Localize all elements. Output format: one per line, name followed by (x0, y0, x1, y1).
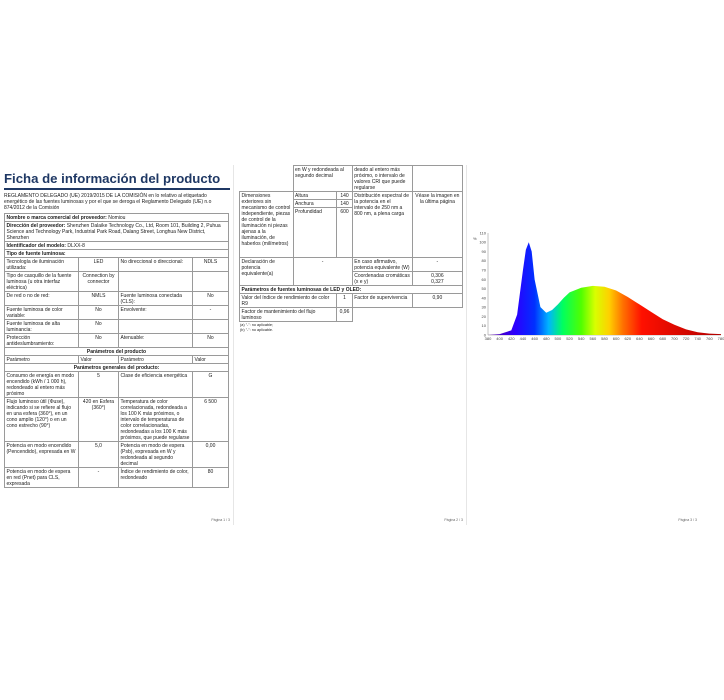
table-row (5, 214, 229, 222)
x-tick-label: 440 (519, 336, 527, 341)
param-label: Protección antideslumbramiento: (5, 334, 79, 348)
param-label: No direccional o direccional: (119, 258, 193, 272)
y-tick-label: 60 (481, 276, 486, 282)
param-value: 5,0 (79, 442, 119, 468)
param-value: NMLS (79, 292, 119, 306)
supplier-name: Nomiou (108, 214, 126, 221)
param-label: Flujo luminoso útil (Φuse), indicando si se refiere al flujo en una esfera (360°), en un cono amplio (120°) o en un cono estrecho (90°) (5, 398, 79, 442)
y-tick-label: 30 (481, 304, 486, 310)
params-continued-table (239, 165, 463, 322)
x-tick-label: 760 (706, 336, 713, 341)
spectral-distribution-chart (474, 227, 724, 347)
equiv-power-value: - (412, 258, 462, 272)
page-footer: Página 3 / 3 (678, 518, 697, 522)
table-row (5, 364, 229, 372)
chroma-x: 0,306 (431, 272, 444, 279)
table-row (5, 398, 229, 442)
param-label: Atenuable: (119, 334, 193, 348)
col-header: Valor (79, 356, 119, 364)
x-tick-label: 660 (647, 336, 655, 341)
param-label: Consumo de energía en modo encendido (kWh / 1 000 h), redondeado al entero más próximo (5, 372, 79, 398)
param-value: - (193, 306, 229, 320)
led-label: Factor de supervivencia (352, 294, 412, 308)
x-tick-label: 780 (717, 336, 724, 341)
param-value: 0,00 (193, 442, 229, 468)
supplier-address: Shenzhen Dalaike Technology Co., Ltd, Room 101, Building 2, Puhua Science and Technology Park, Industrial Park Road, Dalang Street, Longhua New District, Shenzhen (6, 222, 221, 241)
equiv-label: Declaración de potencia equivalente(a) (240, 258, 294, 286)
led-label: Factor de mantenimiento del flujo luminoso (240, 308, 337, 322)
param-value: No (79, 320, 119, 334)
param-label: Clase de eficiencia energética (119, 372, 193, 398)
y-tick-label: 90 (481, 248, 486, 254)
y-tick-label: 10 (481, 323, 486, 329)
regulation-text: REGLAMENTO DELEGADO (UE) 2019/2015 DE LA COMISIÓN en lo relativo al etiquetado energético de las fuentes luminosas y por el que se deroga el Reglamento Delegado (UE) n.o 874/2012 de la Comisión (4, 192, 212, 212)
x-tick-label: 480 (542, 336, 550, 341)
page-footer: Página 1 / 3 (211, 518, 230, 522)
page-2 (236, 165, 467, 525)
param-value: G (193, 372, 229, 398)
spectrum-area (488, 242, 721, 335)
y-tick-label: 80 (481, 258, 486, 264)
y-tick-label: 40 (481, 295, 486, 301)
param-label (119, 272, 193, 292)
param-value (193, 272, 229, 292)
page-1 (0, 165, 234, 525)
footnote-b: (b) "-": no aplicable. (240, 328, 274, 332)
param-label: Potencia en modo encendido (Pencendido), expresada en W (5, 442, 79, 468)
col-header: Parámetro (5, 356, 79, 364)
footnote-a: (a) "-": no aplicable; (240, 323, 274, 327)
led-value: 1 (337, 294, 352, 308)
y-tick-label: 20 (481, 313, 486, 319)
title-underline (4, 188, 230, 190)
x-tick-label: 640 (636, 336, 643, 341)
supplier-address-label: Dirección del proveedor: (6, 222, 66, 229)
param-value: - (79, 468, 119, 488)
param-value: 420 en Esfera (360°) (79, 398, 119, 442)
col-header: Parámetro (119, 356, 193, 364)
y-tick-label: 70 (481, 267, 486, 273)
table-row (5, 306, 229, 320)
table-row (240, 294, 463, 308)
table-row (5, 372, 229, 398)
param-value: NDLS (193, 258, 229, 272)
led-value: 0,90 (412, 294, 462, 308)
page-3 (469, 165, 724, 525)
col-header: Valor (193, 356, 229, 364)
param-label: De red o no de red: (5, 292, 79, 306)
table-row (240, 166, 463, 192)
x-tick-label: 700 (671, 336, 678, 341)
y-tick-label: 110 (479, 230, 486, 236)
param-value: No (193, 292, 229, 306)
param-label: Fuente luminosa de color variable: (5, 306, 79, 320)
x-tick-label: 680 (659, 336, 667, 341)
x-tick-label: 540 (577, 336, 585, 341)
table-row (240, 308, 463, 322)
dim-label: Altura (293, 192, 337, 200)
table-row (5, 442, 229, 468)
param-value: No (79, 334, 119, 348)
param-label: Potencia en modo de espera (Psb), expresada en W y redondeada al segundo decimal (119, 442, 193, 468)
param-label: Índice de rendimiento de color, redondeado (119, 468, 193, 488)
source-type-header: Tipo de fuente luminosa: (5, 250, 229, 258)
param-label: Tecnología de iluminación utilizada: (5, 258, 79, 272)
table-row (5, 258, 229, 272)
x-tick-label: 380 (484, 336, 492, 341)
dim-value: 140 (337, 200, 352, 208)
dim-value: 140 (337, 192, 352, 200)
supplier-table (4, 213, 229, 488)
table-row (5, 242, 229, 250)
table-row (5, 356, 229, 364)
param-label: Envolvente: (119, 306, 193, 320)
equiv-power-label: En caso afirmativo, potencia equivalente (W) (352, 258, 412, 272)
cell (412, 166, 462, 192)
led-label: Valor del índice de rendimiento de color R9 (240, 294, 337, 308)
dim-value: 600 (337, 208, 352, 258)
x-tick-label: 400 (496, 336, 503, 341)
led-header: Parámetros de fuentes luminosas de LED y OLED: (240, 286, 463, 294)
table-row (5, 468, 229, 488)
dim-label: Profundidad (293, 208, 337, 258)
chroma-label: Coordenadas cromáticas (x e y) (352, 272, 412, 286)
param-value: Connection by connector (79, 272, 119, 292)
equiv-value: - (293, 258, 352, 286)
param-value: 5 (79, 372, 119, 398)
y-tick-label: 50 (481, 286, 486, 292)
x-tick-label: 560 (589, 336, 597, 341)
param-value: No (193, 334, 229, 348)
param-value: No (79, 306, 119, 320)
param-label: Fuente luminosa de alta luminancia: (5, 320, 79, 334)
table-row (240, 286, 463, 294)
table-row (240, 192, 463, 200)
param-value (193, 320, 229, 334)
table-row (5, 348, 229, 356)
x-tick-label: 600 (612, 336, 620, 341)
led-value: 0,96 (337, 308, 352, 322)
general-header: Parámetros generales del producto: (5, 364, 229, 372)
x-tick-label: 500 (554, 336, 562, 341)
supplier-name-label: Nombre o marca comercial del proveedor: (6, 214, 107, 221)
param-value: LED (79, 258, 119, 272)
x-tick-label: 460 (531, 336, 538, 341)
param-label: Temperatura de color correlacionada, redondeada a los 100 K más próximos, o intervalo de temperaturas de color correlacionadas, redondeadas a los 100 K más próximos, que puede regularse (119, 398, 193, 442)
param-value: 6 500 (193, 398, 229, 442)
document-title: Ficha de información del producto (4, 171, 221, 186)
table-row (5, 272, 229, 292)
table-row (5, 334, 229, 348)
y-tick-label: 100 (479, 239, 486, 245)
table-row (5, 320, 229, 334)
param-label: Potencia en modo de espera en red (Pnet) para CLS, expresada (5, 468, 79, 488)
x-tick-label: 740 (694, 336, 702, 341)
table-row (240, 258, 463, 272)
chroma-y: 0,327 (431, 278, 444, 285)
x-tick-label: 720 (682, 336, 690, 341)
dim-label: Anchura (293, 200, 337, 208)
page-footer: Página 2 / 3 (444, 518, 463, 522)
y-tick-label: 0 (483, 332, 486, 338)
dimensions-label: Dimensiones exteriores sin mecanismo de control independiente, piezas de control de la iluminación ni piezas ajenas a la iluminación, de haberlos (milímetros) (240, 192, 294, 258)
param-label: Tipo de casquillo de la fuente luminosa (u otra interfaz eléctrica) (5, 272, 79, 292)
params-header: Parámetros del producto (5, 348, 229, 356)
y-axis-label: % (473, 236, 477, 241)
x-tick-label: 580 (601, 336, 608, 341)
spectral-value: Véase la imagen en la última página (412, 192, 462, 258)
table-row (5, 292, 229, 306)
param-label (119, 320, 193, 334)
x-tick-label: 520 (566, 336, 573, 341)
cell: deado al entero más próximo, o intervalo de valores CRI que puede regularse (352, 166, 412, 192)
model-label: Identificador del modelo: (6, 242, 66, 249)
cell: en W y redondeada al segundo decimal (293, 166, 352, 192)
param-value: 80 (193, 468, 229, 488)
table-row (5, 222, 229, 242)
x-tick-label: 420 (507, 336, 515, 341)
x-tick-label: 620 (624, 336, 632, 341)
spectral-label: Distribución espectral de la potencia en el intervalo de 250 nm a 800 nm, a plena carga (352, 192, 412, 258)
model-id: DLXX-8 (67, 242, 85, 249)
table-row (5, 250, 229, 258)
param-label: Fuente luminosa conectada (CLS): (119, 292, 193, 306)
footnotes (240, 323, 466, 333)
